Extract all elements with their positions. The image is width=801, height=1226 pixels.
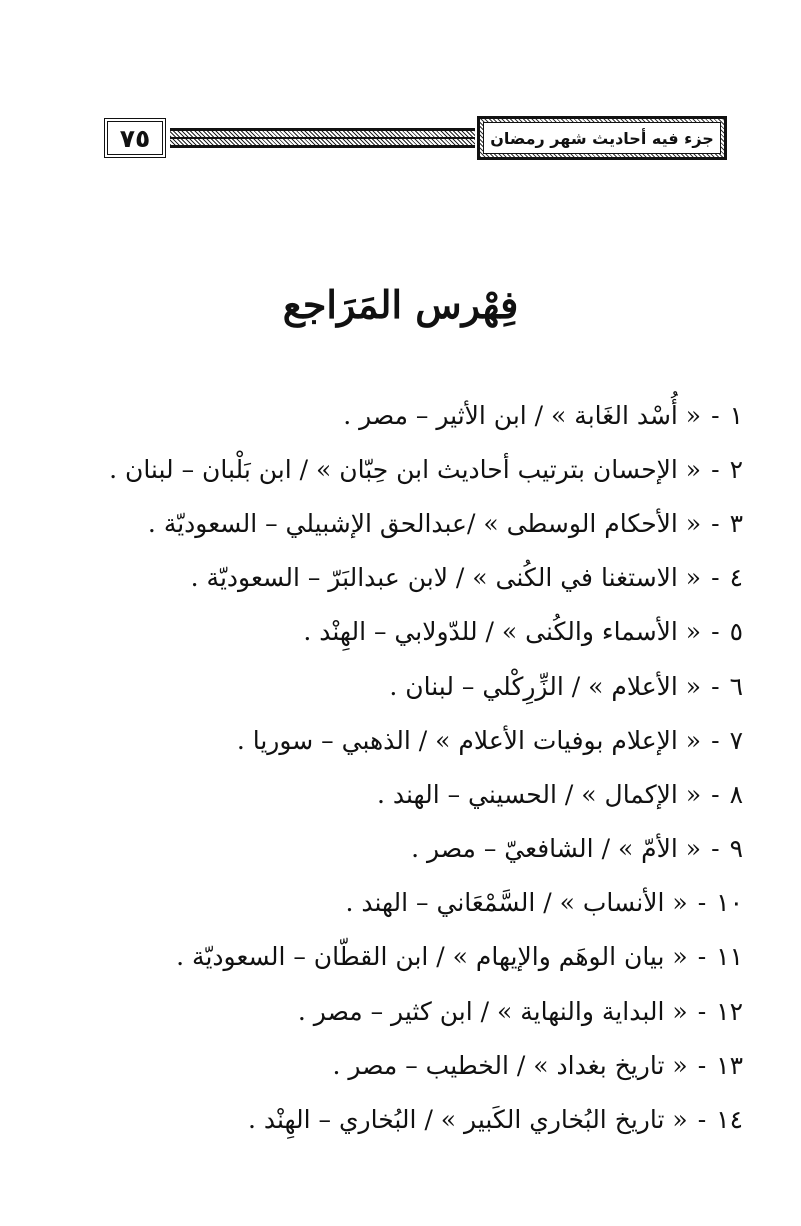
reference-item	[53, 496, 743, 550]
references-list	[53, 388, 743, 1147]
reference-item	[53, 984, 743, 1038]
page-number: ٧٥	[104, 118, 166, 158]
reference-separator: -	[697, 1050, 707, 1080]
reference-text: « تاريخ البُخاري الكَبير » / البُخاري – الهِنْد .	[247, 1105, 688, 1135]
reference-text: « الإعلام بوفيات الأعلام » / الذهبي – سوريا .	[236, 725, 702, 755]
reference-item	[53, 876, 743, 930]
reference-item	[53, 1038, 743, 1092]
reference-text: « الأسماء والكُنى » / للدّولابي – الهِنْد .	[303, 617, 702, 647]
reference-separator: -	[711, 563, 720, 593]
reference-separator: -	[697, 996, 707, 1026]
reference-text: « الإحسان بترتيب أحاديث ابن حِبّان » / ابن بَلْبان – لبنان .	[109, 454, 702, 484]
reference-number: ١	[729, 400, 743, 430]
reference-number: ٤	[729, 563, 743, 593]
running-header	[104, 116, 727, 160]
reference-item	[53, 1092, 743, 1146]
reference-number: ١٠	[716, 888, 743, 918]
reference-separator: -	[697, 1105, 707, 1135]
reference-text: « تاريخ بغداد » / الخطيب – مصر .	[332, 1050, 688, 1080]
running-title: جزء فيه أحاديث شهر رمضان	[483, 122, 721, 154]
reference-separator: -	[711, 454, 720, 484]
reference-text: « الأعلام » / الزِّرِكْلي – لبنان .	[389, 671, 702, 701]
reference-number: ٥	[729, 617, 743, 647]
reference-text: « البداية والنهاية » / ابن كثير – مصر .	[297, 996, 688, 1026]
reference-separator: -	[711, 617, 720, 647]
running-title-frame	[477, 116, 727, 160]
reference-number: ١٢	[716, 996, 743, 1026]
header-ornamental-rule	[170, 128, 475, 148]
reference-separator: -	[711, 834, 720, 864]
reference-item	[53, 442, 743, 496]
reference-number: ٢	[729, 454, 743, 484]
reference-item	[53, 659, 743, 713]
reference-text: « الأنساب » / السَّمْعَاني – الهند .	[345, 888, 688, 918]
reference-item	[53, 713, 743, 767]
reference-item	[53, 551, 743, 605]
reference-separator: -	[711, 725, 720, 755]
page-title: فِهْرس المَرَاجع	[282, 282, 519, 327]
reference-number: ١٤	[716, 1105, 743, 1135]
reference-separator: -	[711, 779, 720, 809]
reference-number: ٩	[729, 834, 743, 864]
reference-number: ٧	[729, 725, 743, 755]
reference-separator: -	[711, 508, 720, 538]
reference-item	[53, 388, 743, 442]
reference-separator: -	[697, 942, 707, 972]
header-rule-line	[170, 137, 475, 139]
reference-number: ٨	[729, 779, 743, 809]
reference-text: « أُسْد الغَابة » / ابن الأثير – مصر .	[343, 400, 702, 430]
reference-number: ١١	[716, 942, 743, 972]
reference-separator: -	[711, 400, 720, 430]
reference-text: « الأحكام الوسطى » /عبدالحق الإشبيلي – السعوديّة .	[147, 508, 702, 538]
reference-item	[53, 930, 743, 984]
reference-text: « بيان الوهَم والإيهام » / ابن القطّان – السعوديّة .	[176, 942, 688, 972]
reference-number: ٣	[729, 508, 743, 538]
reference-separator: -	[711, 671, 720, 701]
reference-item	[53, 605, 743, 659]
reference-number: ٦	[729, 671, 743, 701]
reference-number: ١٣	[716, 1050, 743, 1080]
reference-text: « الأمّ » / الشافعيّ – مصر .	[411, 834, 702, 864]
reference-item	[53, 822, 743, 876]
reference-text: « الاستغنا في الكُنى » / لابن عبدالبَرّ – السعوديّة .	[190, 563, 702, 593]
reference-separator: -	[697, 888, 707, 918]
reference-text: « الإكمال » / الحسيني – الهند .	[377, 779, 702, 809]
reference-item	[53, 767, 743, 821]
